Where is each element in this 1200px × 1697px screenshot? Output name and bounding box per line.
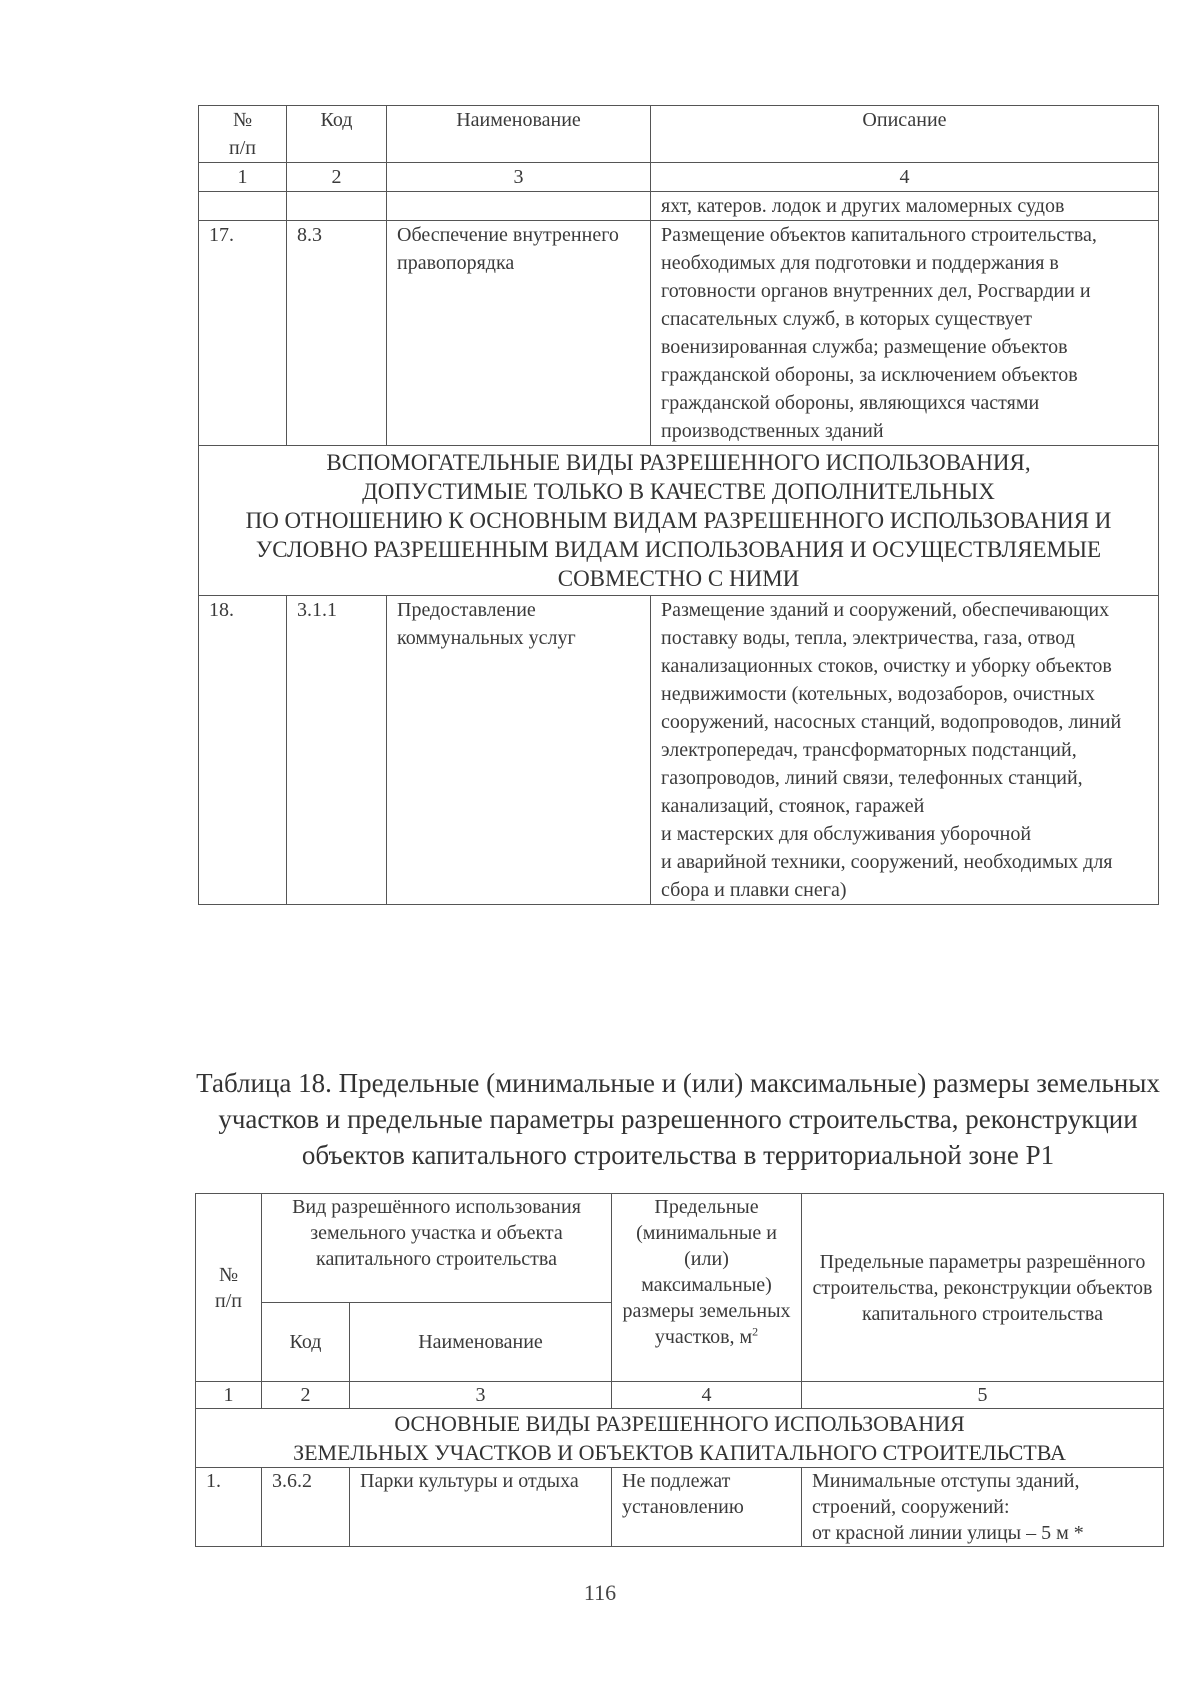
- header-plot-sizes-text: Предельные (минимальные и (или) максимальные) размеры земельных участков, м: [622, 1196, 791, 1348]
- header-use-kind: Вид разрешённого использования земельного участка и объекта капитального строительства: [262, 1194, 612, 1303]
- table-caption: Таблица 18. Предельные (минимальные и (или) максимальные) размеры земельных участков и предельные параметры разрешенного строительства, реконструкции объектов капитального строительства в территориальной зоне Р1: [196, 1068, 1160, 1170]
- column-number: 4: [651, 163, 1159, 192]
- row-construction-params: Минимальные отступы зданий, строений, сооружений: от красной линии улицы – 5 м *: [802, 1468, 1164, 1547]
- column-number: 4: [612, 1382, 802, 1409]
- zone-parameters-table: [195, 1193, 1164, 1547]
- column-number: 5: [802, 1382, 1164, 1409]
- table-row: [199, 221, 1159, 446]
- row-description: Размещение зданий и сооружений, обеспечивающих поставку воды, тепла, электричества, газа, отвод канализационных стоков, очистку и уборку объектов недвижимости (котельных, водозаборов, очистных сооружений, насосных станций, водопроводов, линий электропередач, трансформаторных подстанций, газопроводов, линий связи, телефонных станций, канализаций, стоянок, гаражей и мастерских для обслуживания уборочной и аварийной техники, сооружений, необходимых для сбора и плавки снега): [651, 596, 1159, 905]
- row-num: 18.: [199, 596, 287, 905]
- header-plot-sizes: [612, 1194, 802, 1382]
- header-construction-params: Предельные параметры разрешённого строительства, реконструкции объектов капитального строительства: [802, 1194, 1164, 1382]
- permitted-use-table-continuation: [198, 105, 1159, 905]
- header-num: № п/п: [196, 1194, 262, 1382]
- column-number: 3: [387, 163, 651, 192]
- row-name: Обеспечение внутреннего правопорядка: [387, 221, 651, 446]
- column-number: 1: [196, 1382, 262, 1409]
- section-heading: ОСНОВНЫЕ ВИДЫ РАЗРЕШЕННОГО ИСПОЛЬЗОВАНИЯ ЗЕМЕЛЬНЫХ УЧАСТКОВ И ОБЪЕКТОВ КАПИТАЛЬНОГО СТРОИТЕЛЬСТВА: [196, 1409, 1164, 1468]
- column-number: 2: [287, 163, 387, 192]
- table-row: [199, 192, 1159, 221]
- row-description: Размещение объектов капитального строительства, необходимых для подготовки и поддержания в готовности органов внутренних дел, Росгвардии и спасательных служб, в которых существует военизированная служба; размещение объектов гражданской обороны, за исключением объектов гражданской обороны, являющихся частями производственных зданий: [651, 221, 1159, 446]
- header-description: Описание: [651, 106, 1159, 163]
- column-number: 2: [262, 1382, 350, 1409]
- row-name: Предоставление коммунальных услуг: [387, 596, 651, 905]
- table-header-row: [196, 1194, 1164, 1303]
- table-row: [196, 1468, 1164, 1547]
- column-number-row: [199, 163, 1159, 192]
- column-number-row: [196, 1382, 1164, 1409]
- header-plot-sizes-sup: 2: [752, 1324, 759, 1339]
- header-name: Наименование: [350, 1303, 612, 1382]
- section-heading-row: [199, 446, 1159, 596]
- row-plot-sizes: Не подлежат установлению: [612, 1468, 802, 1547]
- page-number: 116: [583, 1580, 617, 1605]
- row-num: 1.: [196, 1468, 262, 1547]
- row-num: 17.: [199, 221, 287, 446]
- header-code: Код: [262, 1303, 350, 1382]
- column-number: 3: [350, 1382, 612, 1409]
- section-heading-row: [196, 1409, 1164, 1468]
- section-heading: ВСПОМОГАТЕЛЬНЫЕ ВИДЫ РАЗРЕШЕННОГО ИСПОЛЬЗОВАНИЯ, ДОПУСТИМЫЕ ТОЛЬКО В КАЧЕСТВЕ ДОПОЛНИТЕЛЬНЫХ ПО ОТНОШЕНИЮ К ОСНОВНЫМ ВИДАМ РАЗРЕШЕННОГО ИСПОЛЬЗОВАНИЯ И УСЛОВНО РАЗРЕШЕННЫМ ВИДАМ ИСПОЛЬЗОВАНИЯ И ОСУЩЕСТВЛЯЕМЫЕ СОВМЕСТНО С НИМИ: [199, 446, 1159, 596]
- row-code: 3.1.1: [287, 596, 387, 905]
- row-name: Парки культуры и отдыха: [350, 1468, 612, 1547]
- header-num: № п/п: [199, 106, 287, 163]
- header-name: Наименование: [387, 106, 651, 163]
- table-header-row: [199, 106, 1159, 163]
- header-code: Код: [287, 106, 387, 163]
- table-row: [199, 596, 1159, 905]
- row-description: яхт, катеров. лодок и других маломерных судов: [651, 192, 1159, 221]
- column-number: 1: [199, 163, 287, 192]
- row-code: 3.6.2: [262, 1468, 350, 1547]
- row-code: 8.3: [287, 221, 387, 446]
